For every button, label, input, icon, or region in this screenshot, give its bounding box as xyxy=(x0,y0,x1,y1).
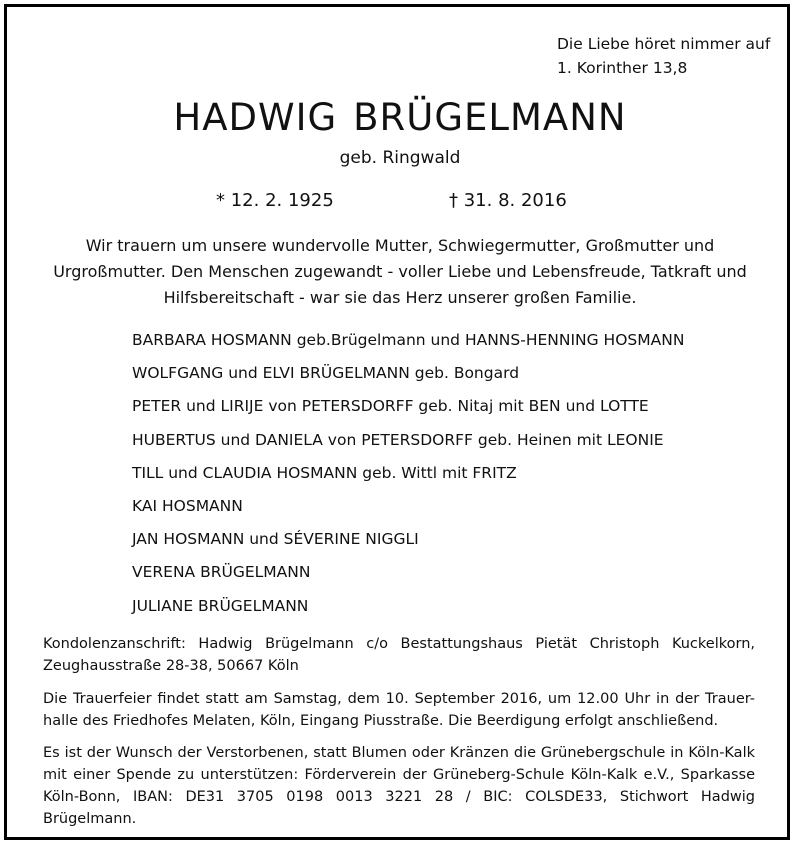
family-member: BARBARA HOSMANN geb.Brügelmann und HANNS-HENNING HOSMANN xyxy=(132,331,685,349)
death-date: † 31. 8. 2016 xyxy=(449,190,567,211)
birth-date: * 12. 2. 1925 xyxy=(216,190,334,211)
family-member: HUBERTUS und DANIELA von PETERSDORFF geb. Heinen mit LEONIE xyxy=(132,430,664,449)
quote-text: Die Liebe höret nimmer auf xyxy=(557,35,771,53)
donation-line: mit einer Spende zu unterstützen: Förderverein der Grüneberg-Schule Köln-Kalk e.V., Sparkasse xyxy=(43,767,755,783)
deceased-first-name: HADWIG xyxy=(173,96,338,139)
condolence-line: Kondolenzanschrift: Hadwig Brügelmann c/o Bestattungshaus Pietät Christoph Kuckelkorn, xyxy=(43,636,755,652)
family-member: KAI HOSMANN xyxy=(132,497,243,516)
maiden-name: geb. Ringwald xyxy=(339,148,461,168)
donation-line: Es ist der Wunsch der Verstorbenen, statt Blumen oder Kränzen die Grünebergschule in Köln-Kalk xyxy=(43,745,755,761)
family-member: VERENA BRÜGELMANN xyxy=(132,563,311,582)
family-member: JULIANE BRÜGELMANN xyxy=(132,596,309,615)
deceased-name xyxy=(0,96,800,139)
bible-quote xyxy=(557,32,770,80)
donation-line: Köln-Bonn, IBAN: DE31 3705 0198 0013 3221 28 / BIC: COLSDE33, Stichwort Hadwig xyxy=(43,789,755,805)
family-member: JAN HOSMANN und SÉVERINE NIGGLI xyxy=(132,530,419,549)
donation-info xyxy=(43,742,755,830)
quote-reference: 1. Korinther 13,8 xyxy=(557,59,688,77)
mourning-text xyxy=(30,233,770,311)
ceremony-line: halle des Friedhofes Melaten, Köln, Eingang Piusstraße. Die Beerdigung erfolgt anschließend. xyxy=(43,713,719,729)
condolence-address xyxy=(43,633,755,677)
condolence-line: Zeughausstraße 28-38, 50667 Köln xyxy=(43,658,299,674)
family-member: TILL und CLAUDIA HOSMANN geb. Wittl mit FRITZ xyxy=(132,463,517,482)
family-member: WOLFGANG und ELVI BRÜGELMANN geb. Bongard xyxy=(132,364,520,383)
donation-line: Brügelmann. xyxy=(43,811,137,827)
family-member: PETER und LIRIJE von PETERSDORFF geb. Nitaj mit BEN und LOTTE xyxy=(132,397,649,416)
mourning-line: Hilfsbereitschaft - war sie das Herz unserer großen Familie. xyxy=(163,288,637,307)
family-list xyxy=(132,324,684,623)
mourning-line: Urgroßmutter. Den Menschen zugewandt - voller Liebe und Lebensfreude, Tatkraft und xyxy=(53,262,747,281)
ceremony-line: Die Trauerfeier findet statt am Samstag, dem 10. September 2016, um 12.00 Uhr in der Trauer- xyxy=(43,691,755,707)
mourning-line: Wir trauern um unsere wundervolle Mutter, Schwiegermutter, Großmutter und xyxy=(85,236,715,255)
ceremony-info xyxy=(43,688,755,732)
deceased-last-name: BRÜGELMANN xyxy=(353,96,627,139)
